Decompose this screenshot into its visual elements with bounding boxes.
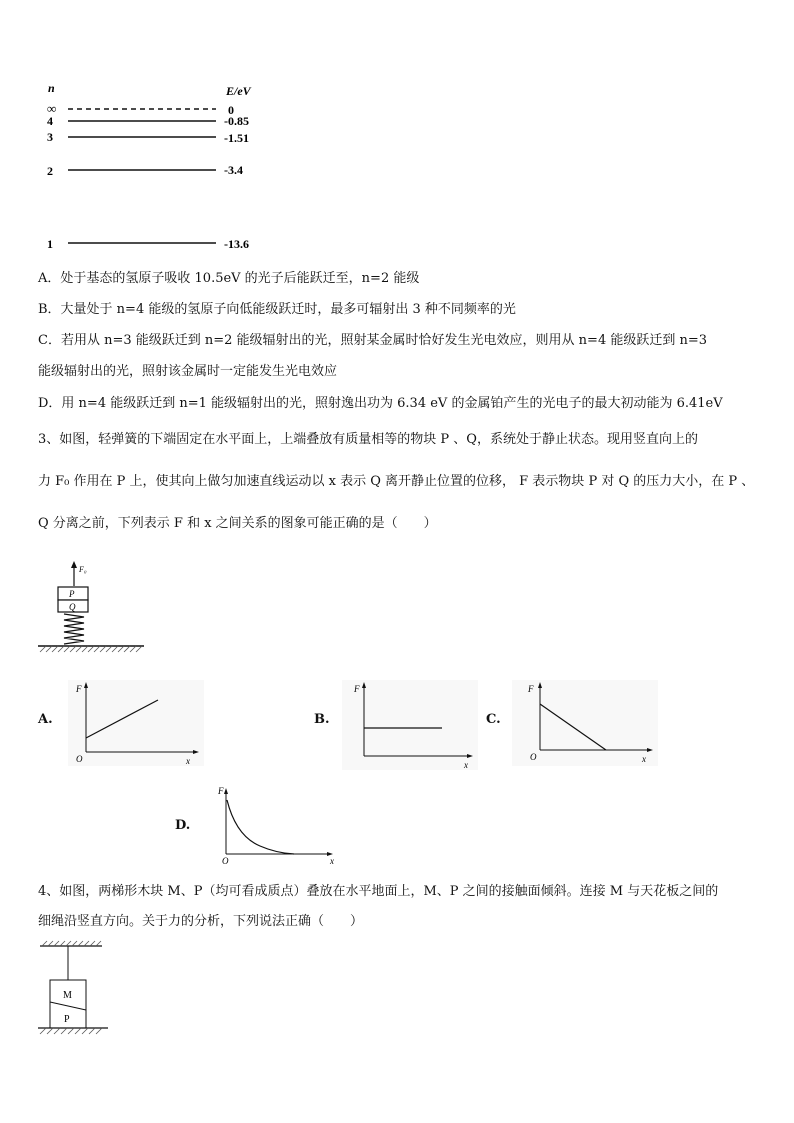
level-n-1: 1 (47, 237, 53, 251)
force-arrowhead (71, 561, 77, 568)
block-p-label: P (69, 589, 75, 599)
q4-stem-line1: 4、如图，两梯形木块 M、P（均可看成质点）叠放在水平地面上，M、P 之间的接触面倾斜。连接 M 与天花板之间的 (38, 884, 719, 899)
spring-coil (64, 614, 84, 644)
energy-axis-label: E/eV (226, 84, 251, 98)
graph-b-x-label: x (464, 760, 468, 770)
q4-stem-line2: 细绳沿竖直方向。关于力的分析，下列说法正确（ ） (38, 914, 364, 929)
option-c-text-line2: 能级辐射出的光，照射该金属时一定能发生光电效应 (38, 364, 338, 379)
choice-d-label: D. (175, 818, 191, 833)
graph-b-y-label: F (354, 684, 360, 694)
graph-d-origin: O (222, 856, 229, 866)
option-a-text: A．处于基态的氢原子吸收 10.5eV 的光子后能跃迁至，n=2 能级 (38, 271, 420, 286)
level-energy-1: -13.6 (224, 237, 249, 251)
force-label: F₀ (79, 565, 87, 574)
n-axis-label: n (48, 81, 55, 95)
q3-stem-line2: 力 F₀ 作用在 P 上，使其向上做匀加速直线运动以 x 表示 Q 离开静止位置的位移， F 表示物块 P 对 Q 的压力大小，在 P 、 (38, 474, 755, 489)
graph-d (210, 780, 340, 866)
choice-b-label: B. (314, 712, 330, 727)
graph-a-origin: O (76, 754, 83, 764)
q3-stem-line1: 3、如图，轻弹簧的下端固定在水平面上，上端叠放有质量相等的物块 P 、Q，系统处于静止状态。现用竖直向上的 (38, 432, 698, 447)
graph-c-origin: O (530, 752, 537, 762)
ground-hatching (40, 646, 142, 652)
graph-c-y-label: F (528, 684, 534, 694)
graph-a-bg (68, 680, 204, 766)
level-energy-4: -0.85 (224, 114, 249, 128)
graph-a-x-label: x (186, 756, 190, 766)
option-d-text: D．用 n=4 能级跃迁到 n=1 能级辐射出的光，照射逸出功为 6.34 eV 的金属铂产生的光电子的最大初动能为 6.41eV (38, 396, 723, 411)
level-n-inf: ∞ (47, 101, 57, 116)
block-m-label: M (63, 990, 72, 1001)
graph-c-x-label: x (642, 754, 646, 764)
graph-c (512, 680, 658, 766)
level-energy-3: -1.51 (224, 131, 249, 145)
floor-hatching (40, 1028, 102, 1034)
block-p-label: P (64, 1014, 70, 1025)
graph-d-y-label: F (218, 786, 224, 796)
energy-level-diagram (40, 78, 280, 258)
ceiling-hatching (42, 941, 101, 946)
graph-a-y-label: F (76, 684, 82, 694)
block-q-label: Q (69, 602, 76, 612)
hanging-blocks-figure (36, 940, 126, 1040)
choice-a-label: A. (38, 712, 53, 727)
graph-d-x-label: x (330, 856, 334, 866)
option-b-text: B．大量处于 n=4 能级的氢原子向低能级跃迁时，最多可辐射出 3 种不同频率的光 (38, 302, 516, 317)
choice-c-label: C. (486, 712, 501, 727)
level-energy-inf: 0 (228, 103, 234, 117)
level-n-4: 4 (47, 114, 53, 128)
level-n-2: 2 (47, 164, 53, 178)
graph-a (68, 680, 204, 766)
level-n-3: 3 (47, 130, 53, 144)
q3-stem-line3: Q 分离之前，下列表示 F 和 x 之间关系的图象可能正确的是（ ） (38, 516, 437, 531)
graph-d-curve (227, 800, 294, 854)
graph-b (342, 680, 478, 770)
level-energy-2: -3.4 (224, 163, 243, 177)
option-c-text-line1: C．若用从 n=3 能级跃迁到 n=2 能级辐射出的光，照射某金属时恰好发生光电效应，则用从 n=4 能级跃迁到 n=3 (38, 333, 708, 348)
spring-block-figure (36, 560, 146, 660)
